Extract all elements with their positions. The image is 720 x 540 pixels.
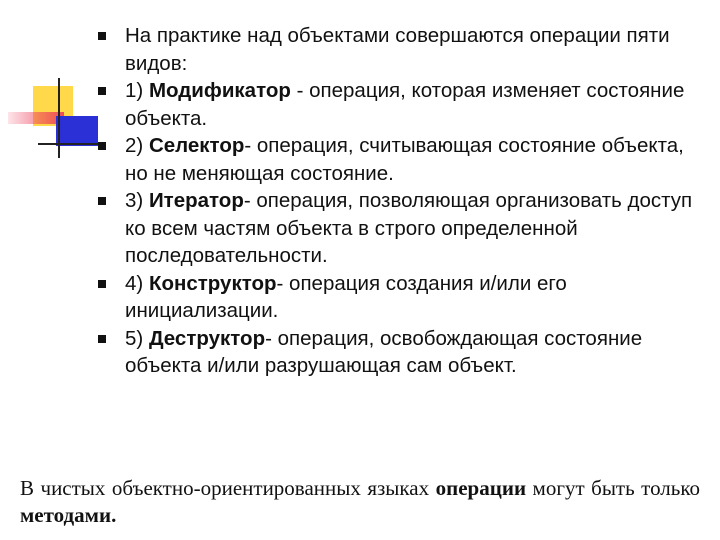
item-term: Итератор <box>148 189 244 212</box>
item-prefix: 4) <box>125 271 149 295</box>
bullet-square-icon <box>98 335 106 343</box>
bullet-square-icon <box>98 280 106 288</box>
footer-term-methods: методами. <box>20 503 117 527</box>
list-item <box>0 325 720 380</box>
item-term: Модификатор <box>148 79 291 102</box>
footer-text: В чистых объектно-ориентированных языках <box>20 476 436 500</box>
bullet-square-icon <box>98 87 106 95</box>
list-item <box>0 77 720 132</box>
list-item <box>0 187 720 270</box>
item-term: Конструктор <box>148 271 277 295</box>
bullet-square-icon <box>98 142 106 150</box>
item-prefix: 3) <box>125 189 149 212</box>
item-term: Селектор <box>148 134 245 157</box>
bullet-square-icon <box>98 32 106 40</box>
item-text: - операция, освобождающая состояние объекта и/или разрушающая сам объект. <box>125 326 643 377</box>
item-text: - операция, которая изменяет состояние объекта. <box>125 79 685 130</box>
item-text: - операция создания и/или его инициализации. <box>125 271 567 322</box>
item-text: На практике над объектами совершаются операции пяти видов: <box>125 24 670 75</box>
item-prefix: 5) <box>125 326 149 350</box>
item-prefix: 1) <box>125 79 149 102</box>
list-item <box>0 270 720 325</box>
list-item <box>0 22 720 77</box>
item-prefix: 2) <box>125 134 149 157</box>
item-text: - операция, считывающая состояние объекта, но не меняющая состояние. <box>125 134 684 185</box>
bullet-square-icon <box>98 197 106 205</box>
footer-text: могут быть только <box>526 476 700 500</box>
operations-list <box>0 22 720 380</box>
footer-term-operations: операции <box>435 476 527 500</box>
footer-note <box>20 475 700 529</box>
list-item <box>0 132 720 187</box>
item-text: - операция, позволяющая организовать доступ ко всем частям объекта в строго определенной последовательности. <box>125 189 693 267</box>
item-term: Деструктор <box>148 326 266 350</box>
